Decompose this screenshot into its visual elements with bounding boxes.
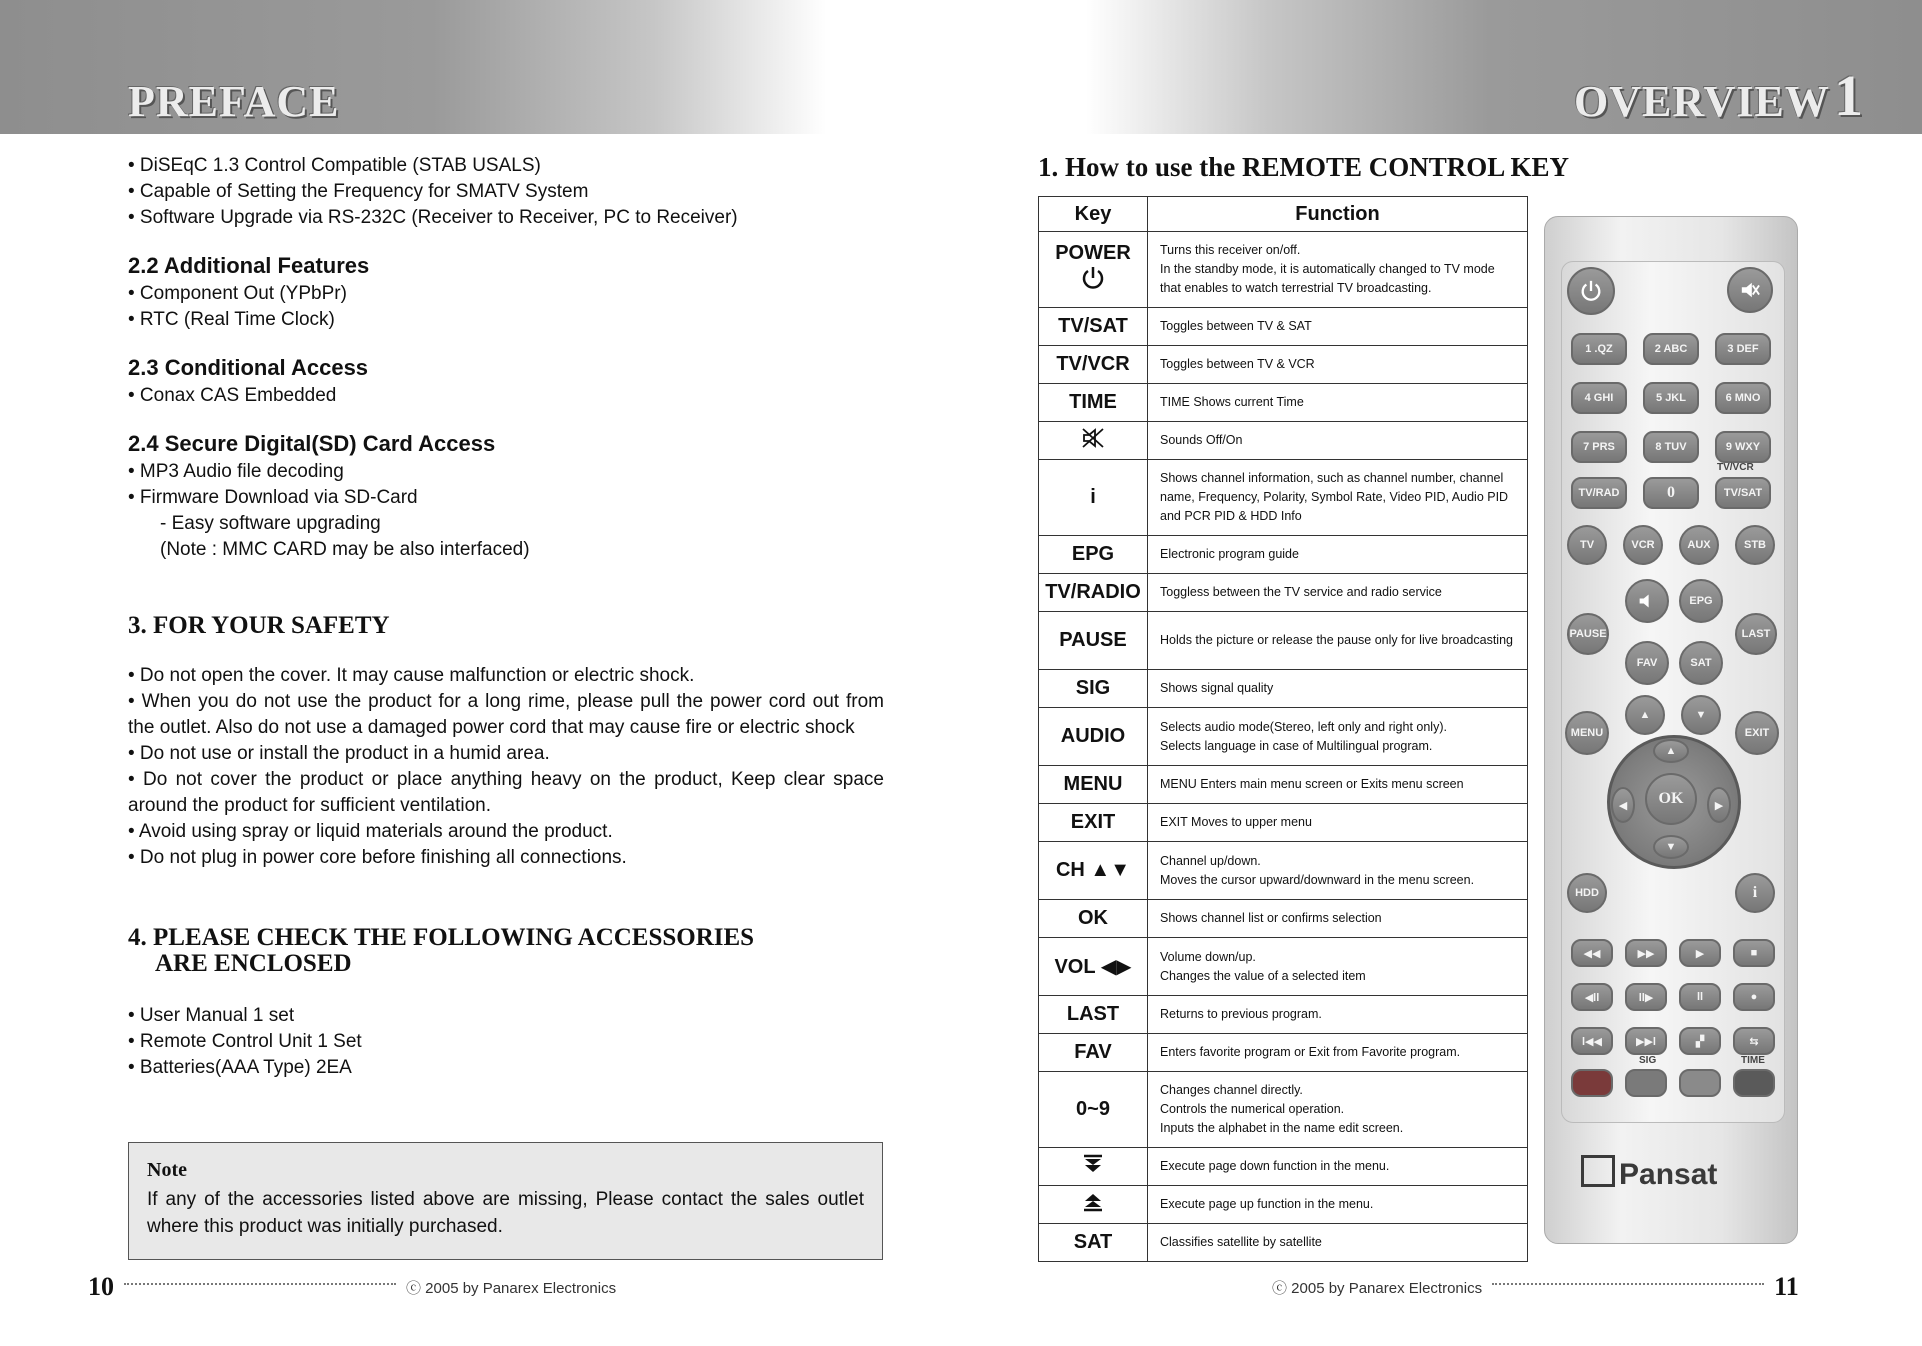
function-cell: TIME Shows current Time <box>1148 384 1528 422</box>
key-cell: AUDIO <box>1039 708 1148 766</box>
accessories-title-line1: 4. PLEASE CHECK THE FOLLOWING ACCESSORIES <box>128 924 755 951</box>
preface-header: PREFACE <box>128 77 340 126</box>
color-key-2[interactable] <box>1625 1069 1667 1097</box>
left-footer <box>88 1272 616 1302</box>
page-down-button[interactable]: ▼ <box>1681 695 1721 735</box>
color-key-3[interactable] <box>1679 1069 1721 1097</box>
mute-icon <box>1739 280 1761 300</box>
function-cell: Classifies satellite by satellite <box>1148 1224 1528 1262</box>
copyright-right: ⓒ 2005 by Panarex Electronics <box>1272 1279 1483 1297</box>
media-slow-forward-button[interactable]: ll▶ <box>1625 983 1667 1011</box>
remote-section-title: 1. How to use the REMOTE CONTROL KEY <box>1038 152 1570 182</box>
left-page-content <box>128 153 884 1081</box>
remote-control-illustration <box>1544 216 1798 1244</box>
power-icon <box>1040 265 1146 297</box>
function-cell: Selects audio mode(Stereo, left only and right only). Selects language in case of Multilingual program. <box>1148 708 1528 766</box>
media-pause-media-button[interactable]: ll <box>1679 983 1721 1011</box>
power-button[interactable] <box>1567 267 1615 315</box>
note-title: Note <box>147 1159 187 1181</box>
list-item: • Avoid using spray or liquid materials around the product. <box>128 821 613 842</box>
function-cell: Shows channel information, such as channel number, channel name, Frequency, Polarity, Symbol Rate, Video PID, Audio PID and PCR PID & HDD Info <box>1148 460 1528 536</box>
fav-button[interactable]: FAV <box>1625 641 1669 685</box>
ok-button[interactable]: OK <box>1645 773 1697 825</box>
list-item: • DiSEqC 1.3 Control Compatible (STAB USALS) <box>128 155 541 176</box>
media-skip-forward-button[interactable]: ▶▶l <box>1625 1027 1667 1055</box>
number-key-3[interactable]: 3 DEF <box>1715 333 1771 365</box>
media-stop-button[interactable]: ■ <box>1733 939 1775 967</box>
page-up-icon <box>1082 1196 1104 1218</box>
number-key-9[interactable]: 9 WXY <box>1715 431 1771 463</box>
media-time-button[interactable]: ⇆ <box>1733 1027 1775 1055</box>
table-row <box>1039 938 1528 996</box>
key-cell: LAST <box>1039 996 1148 1034</box>
table-row <box>1039 900 1528 938</box>
page-up-button[interactable]: ▲ <box>1625 695 1665 735</box>
key-cell: TV/RADIO <box>1039 574 1148 612</box>
media-rewind-button[interactable]: ◀◀ <box>1571 939 1613 967</box>
page-number-left: 10 <box>88 1272 114 1301</box>
table-row <box>1039 308 1528 346</box>
number-key-1[interactable]: 1 .QZ <box>1571 333 1627 365</box>
media-fast-forward-button[interactable]: ▶▶ <box>1625 939 1667 967</box>
page-number-right: 11 <box>1774 1272 1799 1301</box>
table-row <box>1039 842 1528 900</box>
page-down-icon <box>1082 1158 1104 1180</box>
section-title-safety: 3. FOR YOUR SAFETY <box>128 612 390 639</box>
function-cell: Volume down/up. Changes the value of a selected item <box>1148 938 1528 996</box>
tvsat-button[interactable]: TV/SAT <box>1715 477 1771 509</box>
right-footer <box>1272 1272 1799 1302</box>
copyright-left: ⓒ 2005 by Panarex Electronics <box>406 1279 617 1297</box>
list-item: • Conax CAS Embedded <box>128 385 337 406</box>
media-record-button[interactable]: ● <box>1733 983 1775 1011</box>
key-cell <box>1039 1186 1148 1224</box>
list-item: • Do not open the cover. It may cause malfunction or electric shock. <box>128 665 695 686</box>
number-key-2[interactable]: 2 ABC <box>1643 333 1699 365</box>
audio-button[interactable] <box>1625 579 1669 623</box>
footer-dots <box>1492 1283 1764 1285</box>
table-header-row <box>1039 197 1528 232</box>
list-item: • Do not use or install the product in a humid area. <box>128 743 550 764</box>
list-item: • Capable of Setting the Frequency for SMATV System <box>128 181 589 202</box>
section-title-sd-card: 2.4 Secure Digital(SD) Card Access <box>128 431 496 456</box>
table-row <box>1039 232 1528 308</box>
function-cell: Changes channel directly. Controls the numerical operation. Inputs the alphabet in the name edit screen. <box>1148 1072 1528 1148</box>
key-cell: EPG <box>1039 536 1148 574</box>
list-item: • Firmware Download via SD-Card <box>128 487 418 508</box>
note-box <box>128 1142 883 1260</box>
function-cell: Execute page down function in the menu. <box>1148 1148 1528 1186</box>
table-row <box>1039 1224 1528 1262</box>
section-title-conditional-access: 2.3 Conditional Access <box>128 355 369 380</box>
table-row <box>1039 670 1528 708</box>
table-row <box>1039 346 1528 384</box>
list-item: • Remote Control Unit 1 Set <box>128 1031 362 1052</box>
table-row <box>1039 804 1528 842</box>
table-row <box>1039 1186 1528 1224</box>
sat-button[interactable]: SAT <box>1679 641 1723 685</box>
tvrad-button[interactable]: TV/RAD <box>1571 477 1627 509</box>
function-cell: Sounds Off/On <box>1148 422 1528 460</box>
list-item: • Do not plug in power core before finishing all connections. <box>128 847 627 868</box>
key-cell: TV/SAT <box>1039 308 1148 346</box>
source-button-tv[interactable]: TV <box>1567 525 1607 565</box>
table-row <box>1039 536 1528 574</box>
pansat-logo-icon <box>1581 1155 1615 1187</box>
table-row <box>1039 574 1528 612</box>
key-cell: PAUSE <box>1039 612 1148 670</box>
media-skip-back-button[interactable]: l◀◀ <box>1571 1027 1613 1055</box>
list-subitem: - Easy software upgrading <box>160 513 381 534</box>
list-item: • MP3 Audio file decoding <box>128 461 344 482</box>
function-cell: Execute page up function in the menu. <box>1148 1186 1528 1224</box>
source-button-stb[interactable]: STB <box>1735 525 1775 565</box>
last-button[interactable]: LAST <box>1735 613 1777 655</box>
key-cell: MENU <box>1039 766 1148 804</box>
table-row <box>1039 384 1528 422</box>
mute-icon <box>1081 432 1105 454</box>
key-cell <box>1039 1148 1148 1186</box>
function-cell: Enters favorite program or Exit from Favorite program. <box>1148 1034 1528 1072</box>
arrow-left-button[interactable]: ◀ <box>1611 787 1635 823</box>
accessories-list <box>128 1003 884 1081</box>
source-button-vcr[interactable]: VCR <box>1623 525 1663 565</box>
pause-button[interactable]: PAUSE <box>1567 613 1609 655</box>
key-column-header: Key <box>1039 197 1148 232</box>
sig-label: SIG <box>1639 1055 1657 1066</box>
function-cell: Toggless between the TV service and radio service <box>1148 574 1528 612</box>
list-item: • RTC (Real Time Clock) <box>128 309 335 330</box>
number-key-5[interactable]: 5 JKL <box>1643 382 1699 414</box>
source-button-aux[interactable]: AUX <box>1679 525 1719 565</box>
note-text: If any of the accessories listed above are missing, Please contact the sales outlet where this product was initially purchased. <box>147 1189 864 1237</box>
speaker-icon <box>1637 592 1657 610</box>
tvvcr-label: TV/VCR <box>1717 462 1754 473</box>
section-title-accessories <box>128 925 884 977</box>
function-column-header: Function <box>1148 197 1528 232</box>
table-row <box>1039 612 1528 670</box>
exit-button[interactable]: EXIT <box>1735 711 1779 755</box>
key-cell: EXIT <box>1039 804 1148 842</box>
remote-key-table <box>1038 196 1528 1262</box>
section-title-additional-features: 2.2 Additional Features <box>128 253 370 278</box>
table-row <box>1039 708 1528 766</box>
key-cell: POWER <box>1039 232 1148 308</box>
table-row <box>1039 1148 1528 1186</box>
function-cell: Electronic program guide <box>1148 536 1528 574</box>
safety-list <box>128 663 884 871</box>
table-row <box>1039 766 1528 804</box>
function-cell: Shows signal quality <box>1148 670 1528 708</box>
overview-header: OVERVIEW <box>1574 77 1830 126</box>
list-subitem: (Note : MMC CARD may be also interfaced) <box>160 539 530 560</box>
key-cell: TV/VCR <box>1039 346 1148 384</box>
footer-dots <box>124 1283 396 1285</box>
time-label: TIME <box>1741 1055 1765 1066</box>
key-cell: SIG <box>1039 670 1148 708</box>
function-cell: MENU Enters main menu screen or Exits menu screen <box>1148 766 1528 804</box>
table-row <box>1039 422 1528 460</box>
table-row <box>1039 1072 1528 1148</box>
accessories-title-line2: ARE ENCLOSED <box>155 950 352 977</box>
list-item: • When you do not use the product for a long rime, please pull the power cord out from the outlet. Also do not use a damaged power cord that may cause fire or electric shock <box>128 691 884 738</box>
zero-key[interactable]: 0 <box>1643 477 1699 509</box>
list-item: • User Manual 1 set <box>128 1005 295 1026</box>
function-cell: Returns to previous program. <box>1148 996 1528 1034</box>
list-item: • Batteries(AAA Type) 2EA <box>128 1057 352 1078</box>
table-row <box>1039 1034 1528 1072</box>
arrow-right-button[interactable]: ▶ <box>1707 787 1731 823</box>
key-cell: TIME <box>1039 384 1148 422</box>
function-cell: Channel up/down. Moves the cursor upward/downward in the menu screen. <box>1148 842 1528 900</box>
function-cell: Shows channel list or confirms selection <box>1148 900 1528 938</box>
list-item: • Software Upgrade via RS-232C (Receiver to Receiver, PC to Receiver) <box>128 207 738 228</box>
list-item: • Component Out (YPbPr) <box>128 283 347 304</box>
power-icon <box>1579 279 1603 303</box>
function-cell: Toggles between TV & VCR <box>1148 346 1528 384</box>
key-cell <box>1039 422 1148 460</box>
hdd-button[interactable]: HDD <box>1567 873 1607 913</box>
epg-button[interactable]: EPG <box>1679 579 1723 623</box>
chapter-number: 1 <box>1834 63 1864 128</box>
media-slow-rewind-button[interactable]: ◀ll <box>1571 983 1613 1011</box>
arrow-up-button[interactable]: ▲ <box>1653 739 1689 763</box>
key-cell: CH ▲▼ <box>1039 842 1148 900</box>
menu-button[interactable]: MENU <box>1565 711 1609 755</box>
number-key-7[interactable]: 7 PRS <box>1571 431 1627 463</box>
mute-button[interactable] <box>1727 267 1773 313</box>
info-button[interactable]: i <box>1735 873 1775 913</box>
function-cell: Turns this receiver on/off. In the standby mode, it is automatically changed to TV mode that enables to watch terrestrial TV broadcasting. <box>1148 232 1528 308</box>
key-cell: SAT <box>1039 1224 1148 1262</box>
key-cell: OK <box>1039 900 1148 938</box>
number-key-6[interactable]: 6 MNO <box>1715 382 1771 414</box>
table-row <box>1039 460 1528 536</box>
key-cell: VOL ◀▶ <box>1039 938 1148 996</box>
key-cell: FAV <box>1039 1034 1148 1072</box>
color-key-1[interactable] <box>1571 1069 1613 1097</box>
function-cell: EXIT Moves to upper menu <box>1148 804 1528 842</box>
function-cell: Toggles between TV & SAT <box>1148 308 1528 346</box>
features-intro-list <box>128 153 884 231</box>
function-cell: Holds the picture or release the pause only for live broadcasting <box>1148 612 1528 670</box>
key-cell: 0~9 <box>1039 1072 1148 1148</box>
arrow-down-button[interactable]: ▼ <box>1653 835 1689 859</box>
pansat-logo: Pansat <box>1581 1155 1717 1192</box>
color-key-4[interactable] <box>1733 1069 1775 1097</box>
media-sig-button[interactable]: ▞ <box>1679 1027 1721 1055</box>
number-key-8[interactable]: 8 TUV <box>1643 431 1699 463</box>
list-item: • Do not cover the product or place anything heavy on the product, Keep clear space around the product for sufficient ventilation. <box>128 769 884 816</box>
key-cell: i <box>1039 460 1148 536</box>
number-key-4[interactable]: 4 GHI <box>1571 382 1627 414</box>
table-row <box>1039 996 1528 1034</box>
media-play-button[interactable]: ▶ <box>1679 939 1721 967</box>
